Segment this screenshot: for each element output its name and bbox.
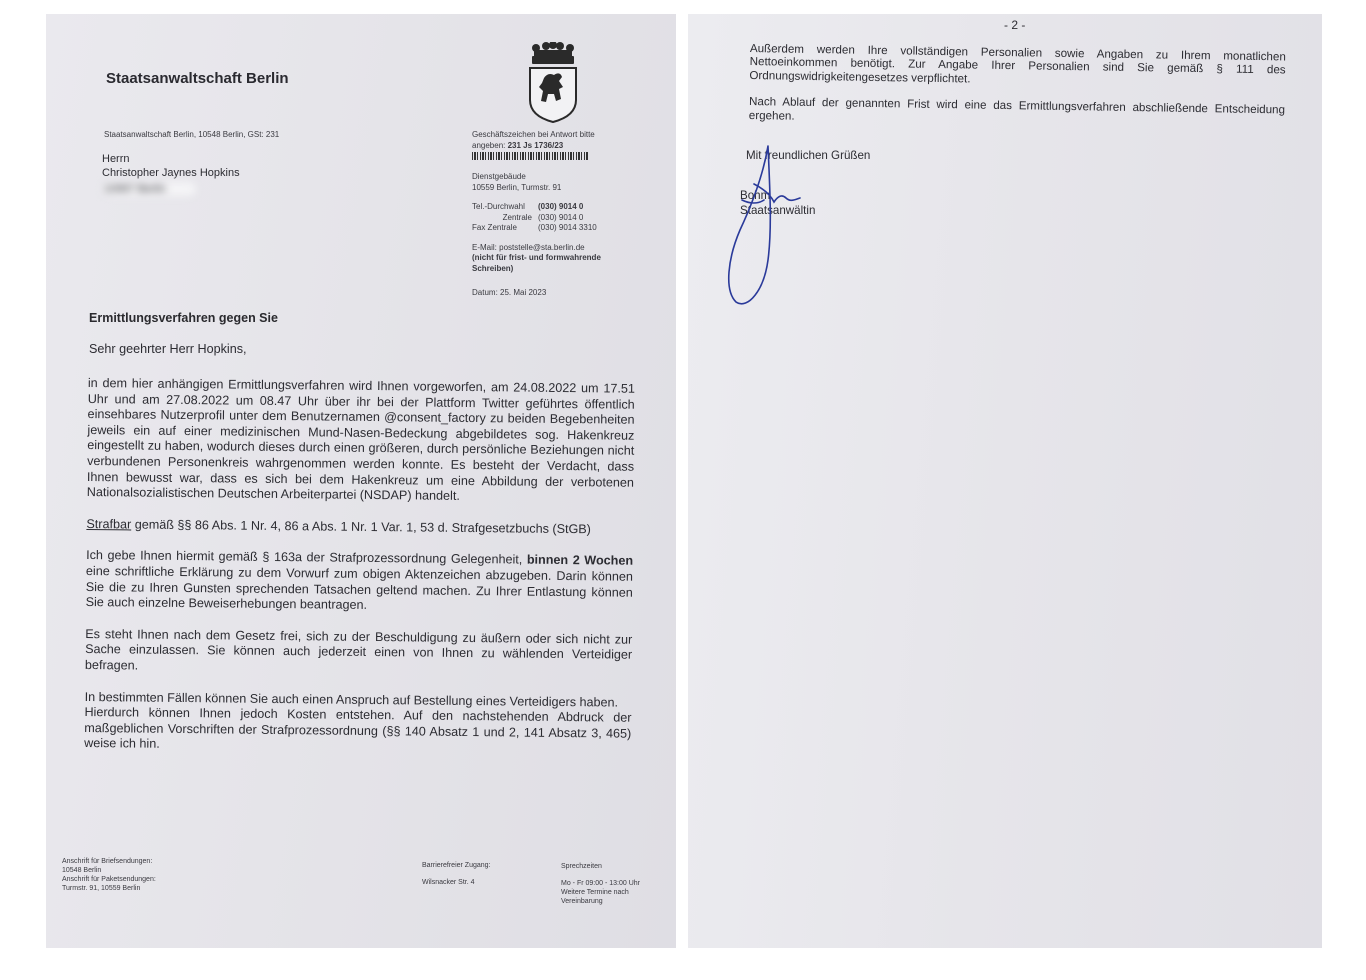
opportunity-text-2: eine schriftliche Erklärung zu dem Vorwurf zum obigen Aktenzeichen abzugeben. Darin können Sie die zu Ihren Gunsten sprechenden Tatsachen geltend machen. Zu Ihrer Entlastung können Sie auch einzelne Beweiserhebungen beantragen. xyxy=(85,563,634,613)
footer-line: Anschrift für Briefsendungen: xyxy=(62,858,153,865)
footer-line: Turmstr. 91, 10559 Berlin xyxy=(62,885,141,892)
letter-page-1 xyxy=(46,14,676,948)
footer-line: Weitere Termine nach xyxy=(561,889,629,896)
recipient-address-redacted: 10997 Berlin xyxy=(102,182,196,196)
central-label: Zentrale xyxy=(502,212,532,222)
page2-body xyxy=(749,42,1286,130)
paragraph-rights: Es steht Ihnen nach dem Gesetz frei, sich zu der Beschuldigung zu äußern oder sich nicht zur Sache einzulassen. Sie können auch jederzeit einen von Ihnen zu wählenden Verteidiger befragen. xyxy=(84,626,633,673)
email-note: (nicht für frist- und formwahrende Schreiben) xyxy=(472,253,601,273)
office-block xyxy=(472,172,662,193)
email: E-Mail: poststelle@sta.berlin.de xyxy=(472,242,585,252)
reference-block xyxy=(472,130,662,160)
barcode xyxy=(472,152,588,160)
reference-label: Geschäftszeichen bei Antwort bitte xyxy=(472,130,595,139)
paragraph-decision: Nach Ablauf der genannten Frist wird eine das Ermittlungsverfahren abschließende Entscheidung ergehen. xyxy=(748,95,1286,123)
paragraph-opportunity xyxy=(86,548,634,616)
reference-label-2: angeben: xyxy=(472,140,506,150)
paragraph-personal-data: Außerdem werden Ihre vollständigen Personalien sowie Angaben zu Ihrem monatlichen Nettoeinkommen benötigt. Zur Angabe Ihrer Personalien sind Sie gemäß § 111 des Ordnungswidrigkeitengesetzes verpflichtet. xyxy=(749,42,1286,86)
subject-line: Ermittlungsverfahren gegen Sie xyxy=(89,311,278,325)
berlin-bear-crest-icon xyxy=(524,42,582,124)
recipient-block xyxy=(102,152,240,196)
office-label: Dienstgebäude xyxy=(472,172,526,181)
letter-date: Datum: 25. Mai 2023 xyxy=(472,288,547,297)
contact-block xyxy=(472,202,672,299)
sender-line: Staatsanwaltschaft Berlin, 10548 Berlin, GSt: 231 xyxy=(104,130,280,139)
footer-line: Sprechzeiten xyxy=(561,863,602,870)
recipient-name: Christopher Jaynes Hopkins xyxy=(102,167,240,179)
footer-hours xyxy=(561,862,671,906)
footer-access xyxy=(422,861,532,887)
footer-line: Wilsnacker Str. 4 xyxy=(422,879,475,886)
office-address: 10559 Berlin, Turmstr. 91 xyxy=(472,182,562,192)
statute-text: gemäß §§ 86 Abs. 1 Nr. 4, 86 a Abs. 1 Nr. 1 Var. 1, 53 d. Strafgesetzbuchs (StGB) xyxy=(131,517,591,537)
tel-value: (030) 9014 0 xyxy=(538,202,584,211)
closing: Mit freundlichen Grüßen xyxy=(746,149,871,162)
opportunity-text-1: Ich gebe Ihnen hiermit gemäß § 163a der Strafprozessordnung Gelegenheit, xyxy=(86,548,527,567)
letter-body xyxy=(84,376,635,758)
footer-line: Barrierefreier Zugang: xyxy=(422,862,491,869)
footer-line: Anschrift für Paketsendungen: xyxy=(62,876,156,883)
paragraph-statute xyxy=(86,517,633,538)
deadline-bold: binnen 2 Wochen xyxy=(526,552,634,569)
central-value: (030) 9014 0 xyxy=(538,212,584,222)
authority-name: Staatsanwaltschaft Berlin xyxy=(106,70,289,87)
signer-title: Staatsanwältin xyxy=(740,204,816,217)
greeting: Sehr geehrter Herr Hopkins, xyxy=(89,342,247,356)
letter-page-2 xyxy=(688,14,1322,948)
footer-line: Mo - Fr 09:00 - 13:00 Uhr xyxy=(561,880,640,887)
fax-value: (030) 9014 3310 xyxy=(538,223,597,232)
tel-label: Tel.-Durchwahl xyxy=(472,202,525,211)
footer-line: Vereinbarung xyxy=(561,898,603,905)
signer-name: Bohm xyxy=(740,189,771,202)
fax-label: Fax Zentrale xyxy=(472,223,517,232)
recipient-salutation: Herrn xyxy=(102,153,130,165)
paragraph-costs: Hierdurch können Ihnen jedoch Kosten entstehen. Auf den nachstehenden Abdruck der maßgeblichen Vorschriften der Strafprozessordnung (§§ 140 Absatz 1 und 2, 141 Absatz 3, 465) weise ich hin. xyxy=(84,705,632,752)
footer-address xyxy=(62,857,222,893)
footer-line: 10548 Berlin xyxy=(62,867,102,874)
handwritten-signature-icon xyxy=(724,140,834,310)
reference-number: 231 Js 1736/23 xyxy=(507,140,564,150)
page-number: - 2 - xyxy=(1004,18,1026,32)
paragraph-defender: In bestimmten Fällen können Sie auch einen Anspruch auf Bestellung eines Verteidigers haben. xyxy=(84,689,619,710)
paragraph-accusation: in dem hier anhängigen Ermittlungsverfahren wird Ihnen vorgeworfen, am 24.08.2022 um 17.51 Uhr und am 27.08.2022 um 08.47 Uhr über ihr bei der Plattform Twitter geführtes öffentlich einsehbares Nutzerprofil unter dem Benutzernamen @consent_factory zu beiden Begebenheiten jeweils ein auf einer medizinischen Mund-Nasen-Bedeckung abgebildetes sog. Hakenkreuz eingestellt zu haben, wodurch dieses durch einen größeren, durch persönliche Beziehungen nicht verbundenen Personenkreis wahrgenommen werden konnte. Es besteht der Verdacht, dass Ihnen bewusst war, dass es sich bei dem Hakenkreuz um eine Abbildung der verbotenen Nationalsozialistischen Deutschen Arbeiterpartei (NSDAP) handelt. xyxy=(86,376,635,504)
statute-underlined: Strafbar xyxy=(86,516,132,532)
